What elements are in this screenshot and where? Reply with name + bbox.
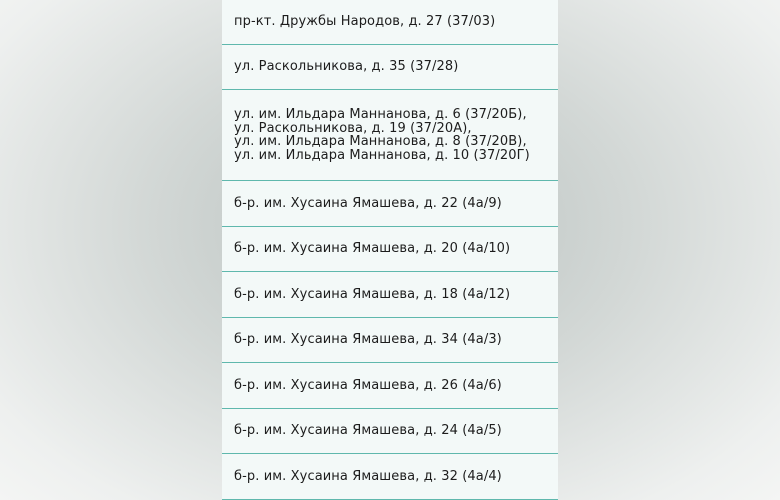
address-list-item[interactable]	[222, 45, 558, 91]
address-text	[234, 60, 458, 74]
address-line: ул. Раскольникова, д. 35 (37/28)	[234, 59, 459, 74]
address-list-panel	[222, 0, 558, 500]
address-list-item[interactable]	[222, 318, 558, 364]
address-text	[234, 15, 495, 29]
address-list-item[interactable]	[222, 272, 558, 318]
address-text	[234, 470, 502, 484]
address-list-item[interactable]	[222, 363, 558, 409]
address-text	[234, 197, 502, 211]
address-line: б-р. им. Хусаина Ямашева, д. 34 (4а/3)	[234, 332, 502, 347]
address-list-item[interactable]	[222, 181, 558, 227]
address-text	[234, 333, 502, 347]
address-line: ул. им. Ильдара Маннанова, д. 8 (37/20В),	[234, 134, 527, 149]
address-text	[234, 108, 530, 162]
address-line: ул. им. Ильдара Маннанова, д. 6 (37/20Б),	[234, 107, 527, 122]
address-line: ул. Раскольникова, д. 19 (37/20А),	[234, 120, 472, 136]
address-line: б-р. им. Хусаина Ямашева, д. 22 (4а/9)	[234, 195, 502, 211]
address-line: б-р. им. Хусаина Ямашева, д. 24 (4а/5)	[234, 423, 502, 438]
address-line: б-р. им. Хусаина Ямашева, д. 18 (4а/12)	[234, 286, 511, 302]
address-text	[234, 242, 510, 256]
address-line: ул. им. Ильдара Маннанова, д. 10 (37/20Г)	[234, 147, 530, 163]
address-list-item[interactable]	[222, 454, 558, 500]
address-line: б-р. им. Хусаина Ямашева, д. 32 (4а/4)	[234, 468, 502, 484]
address-text	[234, 288, 510, 302]
address-text	[234, 379, 502, 393]
address-line: пр-кт. Дружбы Народов, д. 27 (37/03)	[234, 14, 496, 29]
address-line: б-р. им. Хусаина Ямашева, д. 20 (4а/10)	[234, 241, 511, 256]
address-list-item[interactable]	[222, 0, 558, 45]
address-text	[234, 424, 502, 438]
address-line: б-р. им. Хусаина Ямашева, д. 26 (4а/6)	[234, 377, 502, 393]
address-list-item[interactable]	[222, 227, 558, 273]
address-list-item[interactable]	[222, 90, 558, 181]
address-list-item[interactable]	[222, 409, 558, 455]
